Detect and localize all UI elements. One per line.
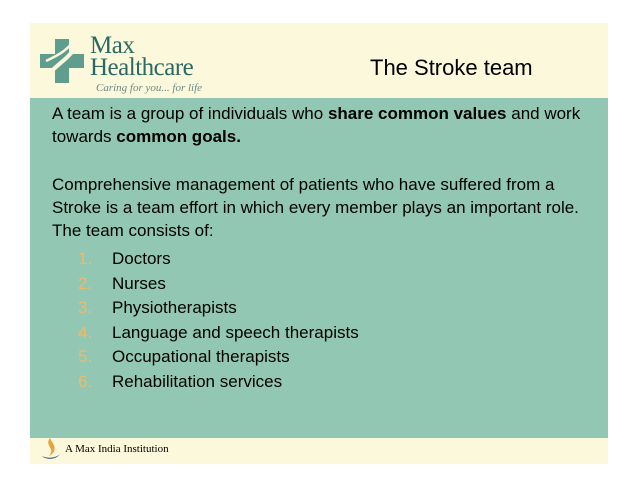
list-item bbox=[78, 321, 359, 346]
list-item-number: 2. bbox=[78, 273, 93, 293]
slide bbox=[30, 23, 608, 464]
list-item-number: 4. bbox=[78, 322, 93, 342]
max-cross-logo-icon bbox=[38, 37, 86, 85]
logo-tagline: Caring for you... for life bbox=[96, 82, 203, 94]
para1-text-1: A team is a group of individuals who bbox=[52, 104, 328, 123]
list-item-text: Nurses bbox=[112, 273, 166, 293]
list-item-text: Rehabilitation services bbox=[112, 371, 283, 391]
list-item-number: 5. bbox=[78, 347, 93, 366]
stroke-management-paragraph: Comprehensive management of patients who have suffered from a Stroke is a team effort in which every member plays an important role. The team consists of: bbox=[52, 175, 579, 240]
content-panel bbox=[30, 98, 608, 438]
list-item-text: Physiotherapists bbox=[112, 298, 237, 317]
logo-word-max: Max bbox=[90, 32, 135, 59]
slide-title: The Stroke team bbox=[370, 55, 533, 80]
team-definition-paragraph bbox=[52, 102, 602, 148]
para1-bold-1: share common values bbox=[327, 104, 507, 123]
list-item bbox=[78, 247, 359, 272]
max-healthcare-logo bbox=[38, 33, 228, 99]
list-item bbox=[78, 345, 359, 370]
slide-footer bbox=[30, 438, 608, 464]
slide-header bbox=[30, 23, 608, 97]
max-india-flame-icon bbox=[38, 436, 62, 462]
list-item-number: 3. bbox=[78, 298, 93, 317]
team-members-list bbox=[78, 247, 359, 394]
list-item bbox=[78, 370, 359, 395]
footer-institution-text: A Max India Institution bbox=[65, 443, 169, 455]
list-item-text: Occupational therapists bbox=[112, 347, 290, 366]
list-item-text: Doctors bbox=[112, 249, 171, 268]
list-item bbox=[78, 296, 359, 321]
list-item bbox=[78, 272, 359, 297]
para1-text-2: and work towards bbox=[52, 104, 581, 146]
list-item-text: Language and speech therapists bbox=[112, 322, 359, 342]
para1-bold-2: common goals. bbox=[116, 127, 241, 146]
list-item-number: 6. bbox=[78, 371, 93, 391]
list-item-number: 1. bbox=[78, 249, 93, 268]
logo-word-healthcare: Healthcare bbox=[90, 54, 194, 81]
